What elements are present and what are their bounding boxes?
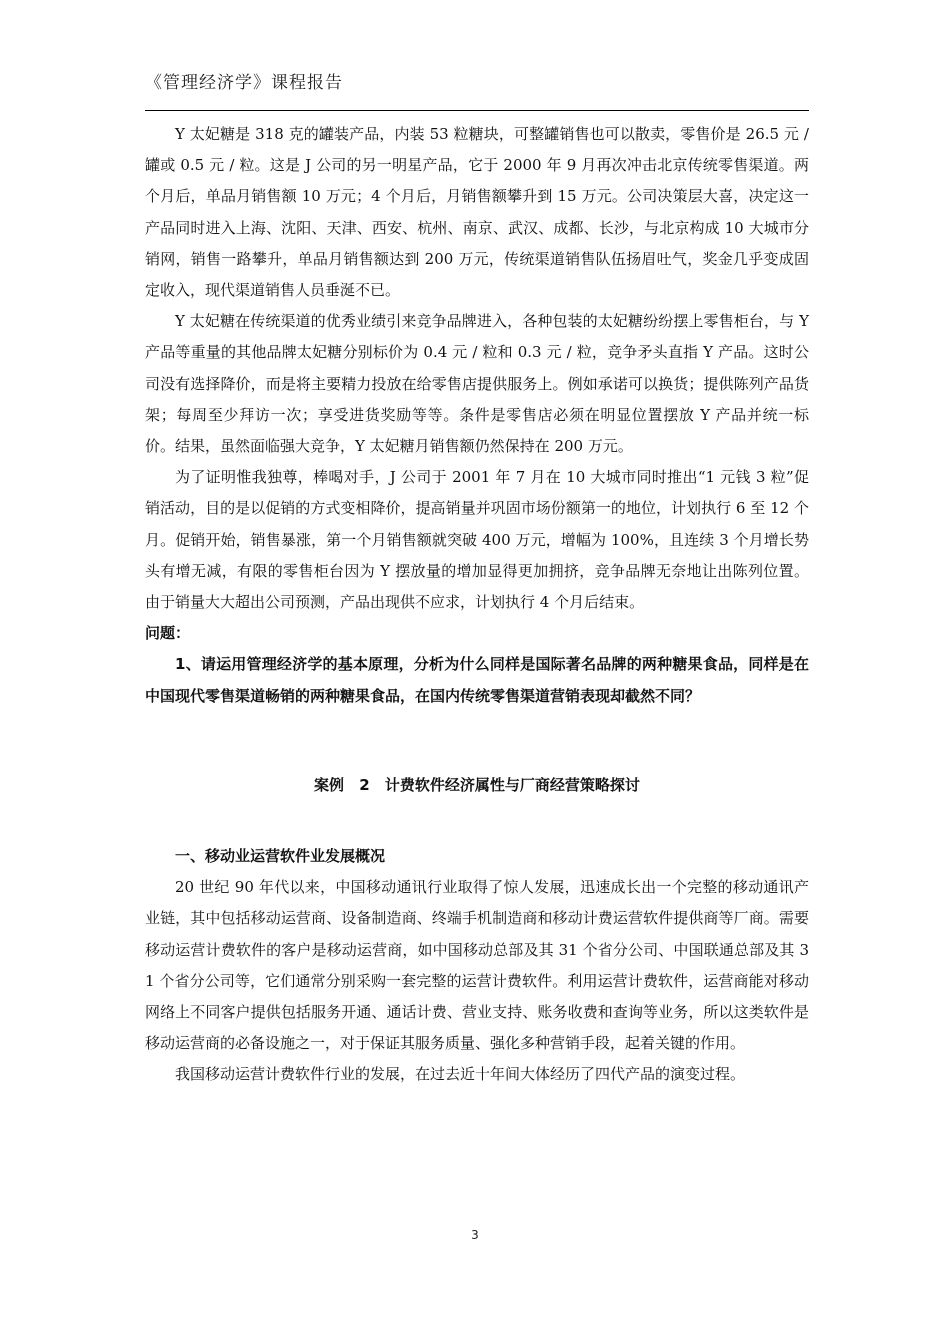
section-heading-1: 一、移动业运营软件业发展概况 xyxy=(175,847,386,866)
document-body xyxy=(145,119,809,1091)
paragraph-y-toffee-intro: Y 太妃糖是 318 克的罐装产品，内装 53 粒糖块，可整罐销售也可以散卖，零售价是 26.5 元 / 罐或 0.5 元 / 粒。这是 J 公司的另一明星产品，它于 2000 年 9 月再次冲击北京传统零售渠道。两个月后，单品月销售额 10 万元；4 个月后，月销售额攀升到 15 万元。公司决策层大喜，决定这一产品同时进入上海、沈阳、天津、西安、杭州、南京、武汉、成都、长沙，与北京构成 10 大城市分销网，销售一路攀升，单品月销售额达到 200 万元，传统渠道销售队伍扬眉吐气，奖金几乎变成固定收入，现代渠道销售人员垂涎不已。 xyxy=(145,125,809,300)
running-header-title: 《管理经济学》课程报告 xyxy=(145,73,343,93)
case-2-title: 案例 2 计费软件经济属性与厂商经营策略探讨 xyxy=(314,775,640,794)
paragraph-competition: Y 太妃糖在传统渠道的优秀业绩引来竞争品牌进入，各种包装的太妃糖纷纷摆上零售柜台，与 Y 产品等重量的其他品牌太妃糖分别标价为 0.4 元 / 粒和 0.3 元 / 粒，竞争矛头直指 Y 产品。这时公司没有选择降价，而是将主要精力投放在给零售店提供服务上。例如承诺可以换货；提供陈列产品货架；每周至少拜访一次；享受进货奖励等等。条件是零售店必须在明显位置摆放 Y 产品并统一标价。结果，虽然面临强大竞争，Y 太妃糖月销售额仍然保持在 200 万元。 xyxy=(145,312,809,456)
question-1: 1、请运用管理经济学的基本原理，分析为什么同样是国际著名品牌的两种糖果食品，同样是在中国现代零售渠道畅销的两种糖果食品，在国内传统零售渠道营销表现却截然不同？ xyxy=(145,655,809,705)
paragraph-promotion: 为了证明惟我独尊，棒喝对手，J 公司于 2001 年 7 月在 10 大城市同时推出“1 元钱 3 粒”促销活动，目的是以促销的方式变相降价，提高销量并巩固市场份额第一的地位，计划执行 6 至 12 个月。促销开始，销售暴涨，第一个月销售额就突破 400 万元，增幅为 100%，且连续 3 个月增长势头有增无减，有限的零售柜台因为 Y 摆放量的增加显得更加拥挤，竞争品牌无奈地让出陈列位置。由于销量大大超出公司预测，产品出现供不应求，计划执行 4 个月后结束。 xyxy=(145,468,809,612)
page-number: 3 xyxy=(471,1228,479,1242)
questions-label: 问题： xyxy=(145,624,191,643)
paragraph-industry-overview: 20 世纪 90 年代以来，中国移动通讯行业取得了惊人发展，迅速成长出一个完整的移动通讯产业链，其中包括移动运营商、设备制造商、终端手机制造商和移动计费运营软件提供商等厂商。需要移动运营计费软件的客户是移动运营商，如中国移动总部及其 31 个省分公司、中国联通总部及其 31 个省分公司等，它们通常分别采购一套完整的运营计费软件。利用运营计费软件，运营商能对移动网络上不同客户提供包括服务开通、通话计费、营业支持、账务收费和查询等业务，所以这类软件是移动运营商的必备设施之一，对于保证其服务质量、强化多种营销手段，起着关键的作用。 xyxy=(145,878,809,1053)
header-rule xyxy=(145,110,809,111)
paragraph-four-generations: 我国移动运营计费软件行业的发展，在过去近十年间大体经历了四代产品的演变过程。 xyxy=(175,1065,746,1084)
